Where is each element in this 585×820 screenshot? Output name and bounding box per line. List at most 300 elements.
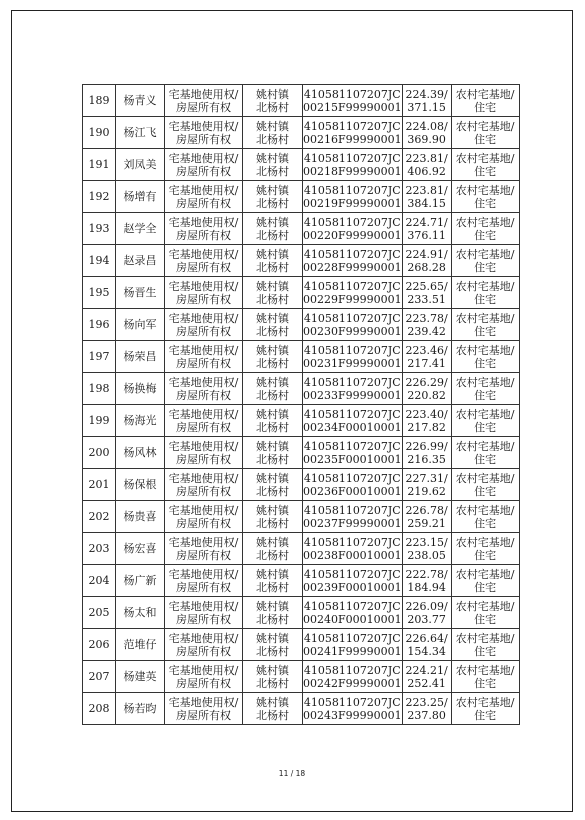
right-type-line: 房屋所有权 — [176, 676, 231, 690]
right-type-cell — [165, 629, 243, 661]
land-use-cell — [451, 693, 519, 725]
area-cell — [402, 149, 451, 181]
owner-name-cell: 杨广新 — [116, 565, 165, 597]
location-cell — [243, 341, 303, 373]
right-type-line: 宅基地使用权/ — [168, 663, 239, 677]
parcel-id-line: 00229F99990001 — [303, 292, 402, 306]
location-cell — [243, 629, 303, 661]
right-type-cell — [165, 213, 243, 245]
land-use-line: 农村宅基地/ — [455, 311, 515, 325]
location-cell — [243, 213, 303, 245]
record-number-cell: 193 — [83, 213, 116, 245]
location-line: 北杨村 — [256, 676, 289, 690]
area-line: 154.34 — [407, 644, 446, 658]
right-type-line: 宅基地使用权/ — [168, 87, 239, 101]
area-line: 237.80 — [407, 708, 446, 722]
owner-name-cell: 杨宏喜 — [116, 533, 165, 565]
location-line: 姚村镇 — [256, 375, 289, 389]
owner-name-cell: 杨贵喜 — [116, 501, 165, 533]
table-row — [83, 341, 520, 373]
right-type-line: 房屋所有权 — [176, 644, 231, 658]
location-cell — [243, 437, 303, 469]
area-cell — [402, 437, 451, 469]
right-type-line: 宅基地使用权/ — [168, 471, 239, 485]
location-line: 北杨村 — [256, 452, 289, 466]
owner-name-cell: 刘凤美 — [116, 149, 165, 181]
area-line: 369.90 — [407, 132, 446, 146]
land-use-cell — [451, 469, 519, 501]
right-type-cell — [165, 597, 243, 629]
land-use-line: 农村宅基地/ — [455, 87, 515, 101]
parcel-id-line: 410581107207JC — [303, 215, 401, 229]
location-line: 姚村镇 — [256, 599, 289, 613]
right-type-line: 房屋所有权 — [176, 164, 231, 178]
location-line: 姚村镇 — [256, 663, 289, 677]
area-cell — [402, 565, 451, 597]
area-cell — [402, 341, 451, 373]
land-use-line: 农村宅基地/ — [455, 215, 515, 229]
area-line: 233.51 — [407, 292, 446, 306]
location-line: 北杨村 — [256, 292, 289, 306]
record-number-cell: 200 — [83, 437, 116, 469]
location-line: 姚村镇 — [256, 407, 289, 421]
land-use-line: 农村宅基地/ — [455, 663, 515, 677]
parcel-id-cell — [303, 149, 403, 181]
area-line: 220.82 — [407, 388, 446, 402]
area-line: 224.21/ — [405, 663, 448, 677]
parcel-id-line: 410581107207JC — [303, 407, 401, 421]
parcel-id-line: 410581107207JC — [303, 311, 401, 325]
land-use-cell — [451, 533, 519, 565]
location-cell — [243, 405, 303, 437]
location-line: 北杨村 — [256, 644, 289, 658]
parcel-id-line: 410581107207JC — [303, 535, 401, 549]
area-line: 223.78/ — [405, 311, 448, 325]
land-use-line: 农村宅基地/ — [455, 567, 515, 581]
parcel-id-cell — [303, 533, 403, 565]
area-cell — [402, 501, 451, 533]
land-use-cell — [451, 437, 519, 469]
land-use-cell — [451, 213, 519, 245]
land-use-line: 农村宅基地/ — [455, 151, 515, 165]
location-line: 姚村镇 — [256, 151, 289, 165]
parcel-id-line: 410581107207JC — [303, 471, 401, 485]
parcel-id-line: 00228F99990001 — [303, 260, 402, 274]
table-row — [83, 149, 520, 181]
land-use-line: 住宅 — [474, 228, 497, 242]
right-type-cell — [165, 117, 243, 149]
right-type-line: 宅基地使用权/ — [168, 215, 239, 229]
table-row — [83, 533, 520, 565]
parcel-id-line: 410581107207JC — [303, 183, 401, 197]
land-use-line: 住宅 — [474, 356, 497, 370]
owner-name-cell: 杨建英 — [116, 661, 165, 693]
table-row — [83, 181, 520, 213]
land-use-line: 住宅 — [474, 612, 497, 626]
land-use-line: 住宅 — [474, 196, 497, 210]
land-use-line: 住宅 — [474, 260, 497, 274]
location-cell — [243, 565, 303, 597]
parcel-id-line: 00233F99990001 — [303, 388, 402, 402]
right-type-line: 宅基地使用权/ — [168, 183, 239, 197]
right-type-line: 宅基地使用权/ — [168, 119, 239, 133]
owner-name-cell: 赵学全 — [116, 213, 165, 245]
location-line: 北杨村 — [256, 484, 289, 498]
table-row — [83, 213, 520, 245]
parcel-id-cell — [303, 341, 403, 373]
parcel-id-cell — [303, 437, 403, 469]
area-line: 239.42 — [407, 324, 446, 338]
right-type-cell — [165, 693, 243, 725]
parcel-id-line: 00215F99990001 — [303, 100, 402, 114]
right-type-line: 宅基地使用权/ — [168, 407, 239, 421]
location-line: 姚村镇 — [256, 631, 289, 645]
land-use-cell — [451, 245, 519, 277]
right-type-cell — [165, 373, 243, 405]
land-use-cell — [451, 309, 519, 341]
area-cell — [402, 85, 451, 117]
parcel-id-cell — [303, 661, 403, 693]
table-row — [83, 629, 520, 661]
area-line: 226.09/ — [405, 599, 448, 613]
right-type-line: 宅基地使用权/ — [168, 631, 239, 645]
parcel-id-line: 00240F00010001 — [303, 612, 402, 626]
land-use-cell — [451, 277, 519, 309]
parcel-id-cell — [303, 501, 403, 533]
location-line: 姚村镇 — [256, 215, 289, 229]
location-line: 北杨村 — [256, 516, 289, 530]
right-type-line: 房屋所有权 — [176, 324, 231, 338]
right-type-cell — [165, 309, 243, 341]
table-row — [83, 501, 520, 533]
table-row — [83, 309, 520, 341]
right-type-line: 宅基地使用权/ — [168, 247, 239, 261]
land-use-cell — [451, 405, 519, 437]
location-line: 北杨村 — [256, 100, 289, 114]
parcel-id-line: 00216F99990001 — [303, 132, 402, 146]
location-line: 北杨村 — [256, 228, 289, 242]
right-type-line: 房屋所有权 — [176, 292, 231, 306]
parcel-id-line: 410581107207JC — [303, 87, 401, 101]
right-type-line: 房屋所有权 — [176, 484, 231, 498]
right-type-cell — [165, 149, 243, 181]
area-line: 223.40/ — [405, 407, 448, 421]
area-cell — [402, 533, 451, 565]
parcel-id-cell — [303, 245, 403, 277]
owner-name-cell: 杨荣昌 — [116, 341, 165, 373]
land-use-line: 住宅 — [474, 292, 497, 306]
land-use-line: 农村宅基地/ — [455, 119, 515, 133]
record-number-cell: 203 — [83, 533, 116, 565]
owner-name-cell: 杨江飞 — [116, 117, 165, 149]
area-line: 406.92 — [407, 164, 446, 178]
parcel-id-line: 00238F00010001 — [303, 548, 402, 562]
owner-name-cell: 范堆仔 — [116, 629, 165, 661]
location-line: 北杨村 — [256, 164, 289, 178]
land-use-line: 住宅 — [474, 132, 497, 146]
area-line: 376.11 — [407, 228, 446, 242]
record-number-cell: 205 — [83, 597, 116, 629]
right-type-line: 房屋所有权 — [176, 580, 231, 594]
right-type-line: 房屋所有权 — [176, 228, 231, 242]
parcel-id-line: 00239F00010001 — [303, 580, 402, 594]
parcel-id-line: 410581107207JC — [303, 119, 401, 133]
right-type-cell — [165, 181, 243, 213]
land-use-line: 农村宅基地/ — [455, 247, 515, 261]
record-number-cell: 197 — [83, 341, 116, 373]
right-type-line: 宅基地使用权/ — [168, 151, 239, 165]
owner-name-cell: 杨增有 — [116, 181, 165, 213]
area-line: 223.81/ — [405, 151, 448, 165]
location-cell — [243, 693, 303, 725]
area-line: 268.28 — [407, 260, 446, 274]
record-number-cell: 196 — [83, 309, 116, 341]
page-number: 11 / 18 — [278, 769, 306, 778]
land-use-cell — [451, 149, 519, 181]
land-use-cell — [451, 181, 519, 213]
area-line: 371.15 — [407, 100, 446, 114]
right-type-line: 宅基地使用权/ — [168, 375, 239, 389]
parcel-id-line: 00234F00010001 — [303, 420, 402, 434]
parcel-id-line: 410581107207JC — [303, 599, 401, 613]
parcel-id-line: 410581107207JC — [303, 567, 401, 581]
location-line: 北杨村 — [256, 420, 289, 434]
right-type-line: 房屋所有权 — [176, 420, 231, 434]
record-number-cell: 198 — [83, 373, 116, 405]
right-type-line: 房屋所有权 — [176, 708, 231, 722]
location-cell — [243, 149, 303, 181]
location-line: 北杨村 — [256, 260, 289, 274]
location-line: 姚村镇 — [256, 87, 289, 101]
parcel-id-line: 410581107207JC — [303, 343, 401, 357]
area-line: 217.82 — [407, 420, 446, 434]
parcel-id-cell — [303, 181, 403, 213]
owner-name-cell: 杨太和 — [116, 597, 165, 629]
location-line: 姚村镇 — [256, 471, 289, 485]
registration-table-body — [83, 85, 520, 725]
right-type-line: 宅基地使用权/ — [168, 535, 239, 549]
location-line: 姚村镇 — [256, 183, 289, 197]
right-type-line: 宅基地使用权/ — [168, 279, 239, 293]
right-type-line: 宅基地使用权/ — [168, 439, 239, 453]
parcel-id-line: 410581107207JC — [303, 439, 401, 453]
land-use-line: 农村宅基地/ — [455, 631, 515, 645]
area-line: 224.91/ — [405, 247, 448, 261]
right-type-cell — [165, 469, 243, 501]
land-use-line: 农村宅基地/ — [455, 439, 515, 453]
parcel-id-cell — [303, 597, 403, 629]
parcel-id-line: 410581107207JC — [303, 695, 401, 709]
location-cell — [243, 661, 303, 693]
record-number-cell: 206 — [83, 629, 116, 661]
parcel-id-cell — [303, 629, 403, 661]
land-use-line: 住宅 — [474, 164, 497, 178]
area-cell — [402, 245, 451, 277]
land-use-line: 农村宅基地/ — [455, 695, 515, 709]
land-use-cell — [451, 597, 519, 629]
land-use-line: 农村宅基地/ — [455, 375, 515, 389]
location-line: 北杨村 — [256, 196, 289, 210]
table-row — [83, 405, 520, 437]
record-number-cell: 191 — [83, 149, 116, 181]
location-line: 姚村镇 — [256, 695, 289, 709]
area-cell — [402, 629, 451, 661]
parcel-id-cell — [303, 693, 403, 725]
location-line: 北杨村 — [256, 548, 289, 562]
parcel-id-cell — [303, 213, 403, 245]
right-type-cell — [165, 661, 243, 693]
right-type-line: 房屋所有权 — [176, 516, 231, 530]
table-row — [83, 693, 520, 725]
area-line: 217.41 — [407, 356, 446, 370]
land-use-line: 农村宅基地/ — [455, 343, 515, 357]
location-line: 姚村镇 — [256, 343, 289, 357]
owner-name-cell: 杨风林 — [116, 437, 165, 469]
area-line: 223.46/ — [405, 343, 448, 357]
record-number-cell: 208 — [83, 693, 116, 725]
land-use-line: 住宅 — [474, 676, 497, 690]
right-type-cell — [165, 437, 243, 469]
land-use-line: 住宅 — [474, 484, 497, 498]
record-number-cell: 192 — [83, 181, 116, 213]
right-type-cell — [165, 565, 243, 597]
record-number-cell: 204 — [83, 565, 116, 597]
land-use-cell — [451, 661, 519, 693]
parcel-id-line: 00235F00010001 — [303, 452, 402, 466]
area-cell — [402, 597, 451, 629]
location-cell — [243, 533, 303, 565]
land-use-line: 住宅 — [474, 100, 497, 114]
area-cell — [402, 405, 451, 437]
parcel-id-line: 00236F00010001 — [303, 484, 402, 498]
right-type-line: 房屋所有权 — [176, 100, 231, 114]
parcel-id-cell — [303, 405, 403, 437]
right-type-line: 宅基地使用权/ — [168, 695, 239, 709]
land-use-line: 农村宅基地/ — [455, 599, 515, 613]
right-type-line: 宅基地使用权/ — [168, 311, 239, 325]
land-use-line: 住宅 — [474, 452, 497, 466]
parcel-id-line: 00220F99990001 — [303, 228, 402, 242]
right-type-cell — [165, 85, 243, 117]
owner-name-cell: 杨海光 — [116, 405, 165, 437]
record-number-cell: 190 — [83, 117, 116, 149]
parcel-id-line: 410581107207JC — [303, 375, 401, 389]
area-cell — [402, 309, 451, 341]
area-cell — [402, 277, 451, 309]
land-use-cell — [451, 117, 519, 149]
location-line: 姚村镇 — [256, 503, 289, 517]
parcel-id-line: 410581107207JC — [303, 151, 401, 165]
location-line: 北杨村 — [256, 356, 289, 370]
location-cell — [243, 501, 303, 533]
parcel-id-line: 00243F99990001 — [303, 708, 402, 722]
parcel-id-cell — [303, 469, 403, 501]
table-row — [83, 373, 520, 405]
land-use-cell — [451, 629, 519, 661]
parcel-id-line: 00218F99990001 — [303, 164, 402, 178]
area-line: 224.39/ — [405, 87, 448, 101]
parcel-id-line: 00241F99990001 — [303, 644, 402, 658]
right-type-line: 宅基地使用权/ — [168, 343, 239, 357]
area-line: 222.78/ — [405, 567, 448, 581]
area-line: 224.71/ — [405, 215, 448, 229]
owner-name-cell: 杨晋生 — [116, 277, 165, 309]
area-cell — [402, 117, 451, 149]
area-cell — [402, 693, 451, 725]
parcel-id-cell — [303, 565, 403, 597]
right-type-line: 房屋所有权 — [176, 548, 231, 562]
table-row — [83, 661, 520, 693]
owner-name-cell: 杨保根 — [116, 469, 165, 501]
record-number-cell: 195 — [83, 277, 116, 309]
parcel-id-line: 410581107207JC — [303, 503, 401, 517]
parcel-id-cell — [303, 309, 403, 341]
right-type-cell — [165, 405, 243, 437]
area-line: 223.15/ — [405, 535, 448, 549]
area-cell — [402, 181, 451, 213]
location-line: 北杨村 — [256, 388, 289, 402]
land-use-line: 住宅 — [474, 388, 497, 402]
record-number-cell: 201 — [83, 469, 116, 501]
parcel-id-line: 410581107207JC — [303, 279, 401, 293]
land-use-line: 住宅 — [474, 580, 497, 594]
table-row — [83, 117, 520, 149]
land-use-line: 住宅 — [474, 708, 497, 722]
land-use-cell — [451, 341, 519, 373]
parcel-id-line: 410581107207JC — [303, 663, 401, 677]
area-line: 226.78/ — [405, 503, 448, 517]
right-type-cell — [165, 533, 243, 565]
parcel-id-line: 410581107207JC — [303, 631, 401, 645]
parcel-id-cell — [303, 373, 403, 405]
area-cell — [402, 661, 451, 693]
location-line: 姚村镇 — [256, 535, 289, 549]
right-type-line: 宅基地使用权/ — [168, 599, 239, 613]
area-cell — [402, 213, 451, 245]
location-line: 姚村镇 — [256, 279, 289, 293]
location-cell — [243, 245, 303, 277]
location-line: 姚村镇 — [256, 439, 289, 453]
record-number-cell: 207 — [83, 661, 116, 693]
right-type-cell — [165, 501, 243, 533]
location-line: 姚村镇 — [256, 311, 289, 325]
record-number-cell: 202 — [83, 501, 116, 533]
registration-table — [82, 84, 520, 725]
area-cell — [402, 469, 451, 501]
document-page — [11, 10, 573, 812]
land-use-line: 农村宅基地/ — [455, 535, 515, 549]
area-line: 384.15 — [407, 196, 446, 210]
location-line: 北杨村 — [256, 132, 289, 146]
land-use-line: 住宅 — [474, 516, 497, 530]
parcel-id-line: 00242F99990001 — [303, 676, 402, 690]
right-type-cell — [165, 245, 243, 277]
location-cell — [243, 277, 303, 309]
area-line: 223.81/ — [405, 183, 448, 197]
location-cell — [243, 373, 303, 405]
land-use-cell — [451, 501, 519, 533]
area-line: 227.31/ — [405, 471, 448, 485]
land-use-cell — [451, 85, 519, 117]
land-use-line: 住宅 — [474, 644, 497, 658]
area-line: 203.77 — [407, 612, 446, 626]
location-cell — [243, 469, 303, 501]
right-type-line: 房屋所有权 — [176, 196, 231, 210]
land-use-cell — [451, 565, 519, 597]
table-row — [83, 277, 520, 309]
right-type-line: 房屋所有权 — [176, 132, 231, 146]
location-line: 北杨村 — [256, 708, 289, 722]
